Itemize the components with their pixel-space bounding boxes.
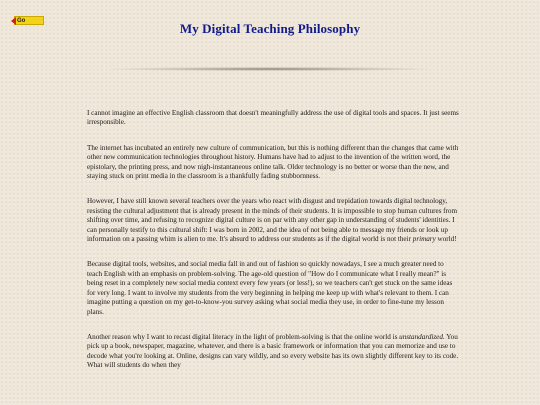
go-button-label: Go [17, 17, 26, 24]
paragraph-4 [87, 260, 459, 316]
divider [110, 67, 430, 71]
emphasis-text: primary [412, 235, 436, 244]
paragraph-2 [87, 144, 459, 182]
paragraph-text: Another reason why I want to recast digital literacy in the light of problem-solving is that the online world is [87, 332, 400, 341]
paragraph-text: However, I have still known several teachers over the years who react with disgust and trepidation towards digital technology, resisting the cultural adjustment that is already present in the minds of their students. It is impossible to stop human cultures from shifting over time, and refusing to recognize digital culture is on par with any other gap in understanding of students' identities. I can personally testify to this cultural shift: I was born in 2002, and the idea of not being able to message my friends or look up information on a passing whim is alien to me. It's absurd to address our students as if the digital world is not their [87, 197, 458, 244]
paragraph-text: I cannot imagine an effective English classroom that doesn't meaningfully address the use of digital tools and spaces. It just seems irresponsible. [87, 109, 459, 127]
paragraph-text: . You pick up a book, newspaper, magazine, whatever, and there is a basic framework or information that you can memorize and use to decode what you're looking at. Online, designs can vary wildly, and so every website has its own slightly different key to its code. What will students do when they [87, 332, 459, 370]
paragraph-text: Because digital tools, websites, and social media fall in and out of fashion so quickly nowadays, I see a much greater need to teach English with an emphasis on problem-solving. The age-old question of "How do I communicate what I really mean?" is being reset in a completely new social media context every few years (or less!), so we teachers can't get stuck on the same ideas for very long. I want to involve my students from the very beginning in helping me keep up with what's relevant to them. I can imagine putting a question on my get-to-know-you survey asking what social media they use, in order to fine-tune my lesson plans. [87, 260, 453, 316]
paragraph-5 [87, 333, 459, 371]
paragraph-text: The internet has incubated an entirely new culture of communication, but this is nothing different than the changes that came with other new communication technologies throughout history. Humans have had to adjust to the invention of the written word, the epistolary, the printing press, and now nigh-instantaneous online talk. Older technology is no better or worse than the new, and staying stuck on print media in the classroom is a thankfully fading stubbornness. [87, 143, 459, 181]
paragraph-1 [87, 109, 459, 128]
paragraph-3 [87, 197, 459, 244]
article-body [87, 109, 459, 387]
paragraph-text: world! [435, 235, 457, 244]
emphasis-text: unstandardized [399, 332, 443, 341]
page-title: My Digital Teaching Philosophy [179, 21, 361, 36]
